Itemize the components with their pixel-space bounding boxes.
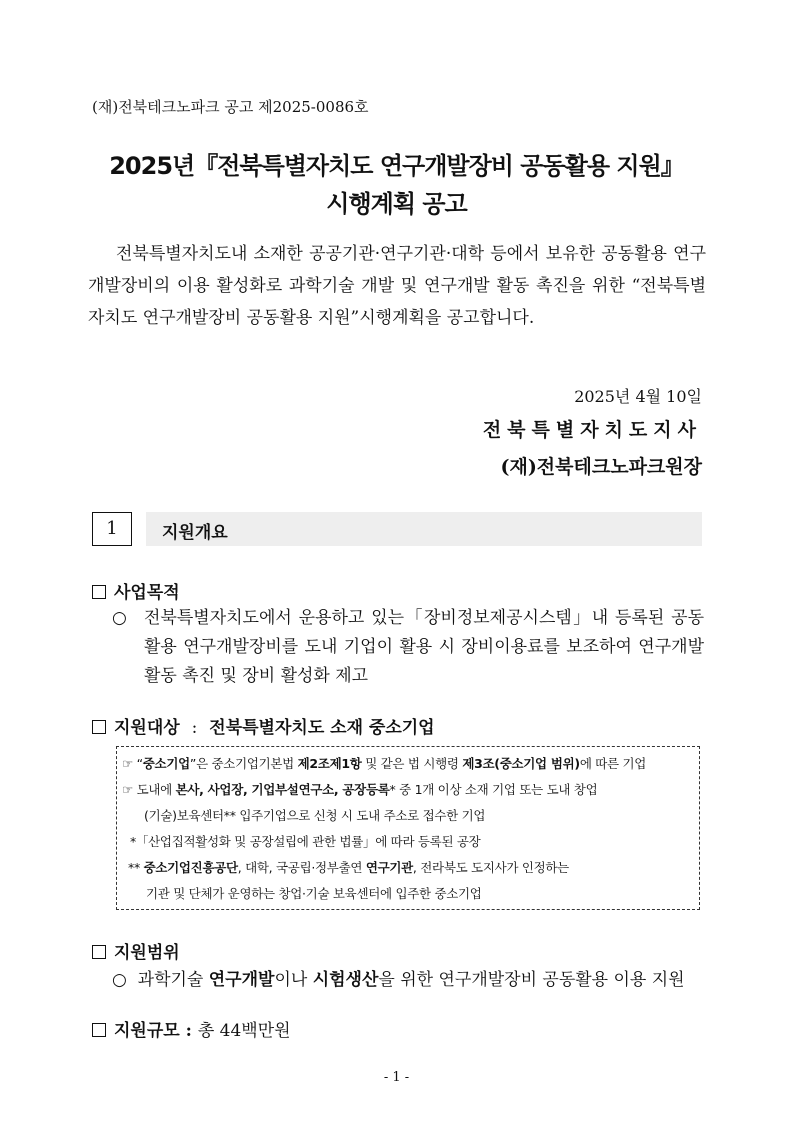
note-line-1: ☞ “중소기업”은 중소기업기본법 제2조제1항 및 같은 법 시행령 제3조(중소기업 범위)에 따른 기업 bbox=[122, 756, 647, 771]
scope-heading-text: 지원범위 bbox=[114, 943, 180, 963]
checkbox-icon bbox=[92, 585, 106, 599]
scale-separator: : bbox=[185, 1021, 192, 1041]
target-heading-text: 지원대상 bbox=[114, 718, 180, 738]
document-subtitle: 시행계획 공고 bbox=[326, 190, 467, 218]
checkbox-icon bbox=[92, 720, 106, 734]
section-header-bar bbox=[146, 512, 702, 546]
signer-governor: 전북특별자치도지사 bbox=[482, 419, 702, 441]
note-line-3: (기술)보육센터** 입주기업으로 신청 시 도내 주소로 접수한 기업 bbox=[144, 808, 486, 823]
intro-text: 전북특별자치도내 소재한 공공기관·연구기관·대학 등에서 보유한 공동활용 연구개발장비의 이용 활성화로 과학기술 개발 및 연구개발 활동 촉진을 위한 “전북특별자치도 연구개발장비 공동활용 지원”시행계획을 공고합니다. bbox=[88, 244, 706, 328]
target-value: 전북특별자치도 소재 중소기업 bbox=[209, 718, 435, 738]
checkbox-icon bbox=[92, 945, 106, 959]
footnote-incubator-cont: 기관 및 단체가 운영하는 창업·기술 보육센터에 입주한 중소기업 bbox=[146, 886, 482, 901]
target-separator: : bbox=[191, 718, 198, 738]
footnote-factory: *「산업집적활성화 및 공장설립에 관한 법률」에 따라 등록된 공장 bbox=[130, 834, 481, 849]
circle-bullet-icon: ○ bbox=[112, 970, 127, 990]
intro-paragraph bbox=[88, 238, 706, 334]
pointing-hand-icon: ☞ bbox=[122, 756, 133, 771]
purpose-heading-text: 사업목적 bbox=[114, 583, 180, 603]
purpose-bullet bbox=[112, 604, 704, 691]
purpose-heading bbox=[92, 578, 180, 603]
notice-number: (재)전북테크노파크 공고 제2025-0086호 bbox=[92, 98, 369, 116]
page-number: - 1 - bbox=[383, 1070, 410, 1085]
scope-heading bbox=[92, 938, 180, 963]
signer-director: (재)전북테크노파크원장 bbox=[500, 456, 702, 478]
checkbox-icon bbox=[92, 1023, 106, 1037]
scale-value: 총 44백만원 bbox=[197, 1021, 291, 1041]
purpose-text: 전북특별자치도에서 운용하고 있는「장비정보제공시스템」내 등록된 공동활용 연구개발장비를 도내 기업이 활용 시 장비이용료를 보조하여 연구개발 활동 촉진 및 장비 활성화 제고 bbox=[144, 608, 704, 686]
footnote-incubator: ** 중소기업진흥공단, 대학, 국공립·정부출연 연구기관, 전라북도 도지사가 인정하는 bbox=[128, 860, 569, 875]
note-line-2: ☞ 도내에 본사, 사업장, 기업부설연구소, 공장등록* 중 1개 이상 소재 기업 또는 도내 창업 bbox=[122, 782, 598, 797]
section-number: 1 bbox=[92, 512, 132, 546]
scale-heading-text: 지원규모 bbox=[114, 1021, 180, 1041]
document-title: 2025년『전북특별자치도 연구개발장비 공동활용 지원』 bbox=[109, 152, 684, 180]
target-heading bbox=[92, 713, 435, 738]
scope-bullet: ○ 과학기술 연구개발이나 시험생산을 위한 연구개발장비 공동활용 이용 지원 bbox=[112, 970, 685, 990]
pointing-hand-icon: ☞ bbox=[122, 782, 133, 797]
scale-heading bbox=[92, 1016, 291, 1041]
announcement-date: 2025년 4월 10일 bbox=[574, 387, 702, 406]
circle-bullet-icon: ○ bbox=[112, 608, 127, 628]
section-title: 지원개요 bbox=[162, 523, 228, 543]
